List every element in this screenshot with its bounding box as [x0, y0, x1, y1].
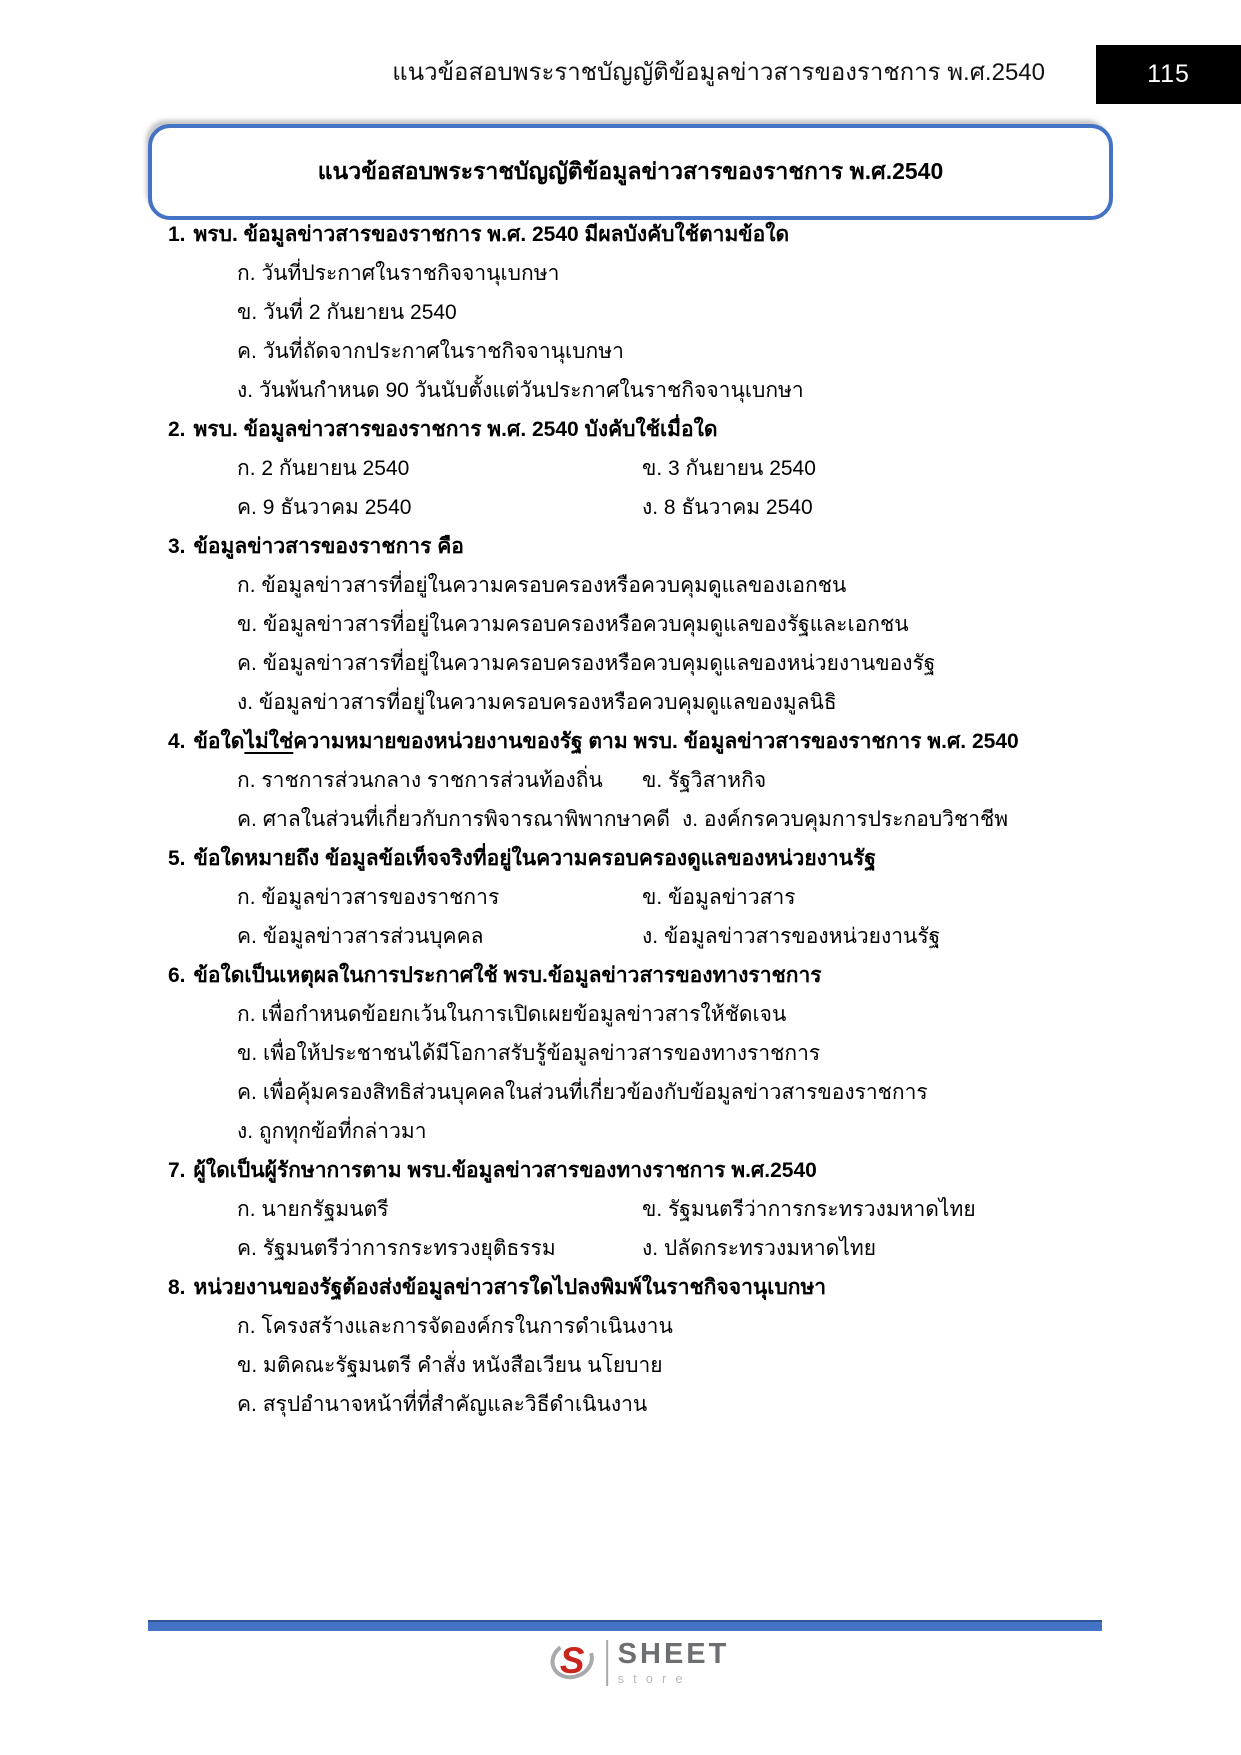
choice: ข. รัฐวิสาหกิจ	[642, 769, 767, 792]
choice-row	[168, 293, 1113, 332]
question-title	[168, 215, 1113, 254]
page-number: 115	[1147, 60, 1190, 88]
question-text: ข้อใดเป็นเหตุผลในการประกาศใช้ พรบ.ข้อมูลข่าวสารของทางราชการ	[193, 964, 822, 987]
question-text: ความหมายของหน่วยงานของรัฐ ตาม พรบ. ข้อมูลข่าวสารของราชการ พ.ศ. 2540	[293, 730, 1019, 753]
question-5	[168, 839, 1113, 956]
choice-row	[168, 800, 1113, 839]
choice-row	[168, 1229, 1113, 1268]
choice: ก. 2 กันยายน 2540	[237, 457, 410, 480]
logo-text	[618, 1640, 730, 1685]
choice-row	[168, 1346, 1113, 1385]
choice: ก. วันที่ประกาศในราชกิจจานุเบกษา	[237, 262, 560, 285]
choice-row	[168, 488, 1113, 527]
question-title	[168, 527, 1113, 566]
question-title	[168, 722, 1113, 761]
page-number-badge	[1096, 45, 1241, 104]
choice-row	[168, 449, 1113, 488]
question-title	[168, 839, 1113, 878]
question-number: 1.	[168, 223, 186, 246]
choice: ก. โครงสร้างและการจัดองค์กรในการดำเนินงาน	[237, 1315, 673, 1338]
choice-row	[168, 1034, 1113, 1073]
choice-row	[168, 761, 1113, 800]
question-title	[168, 410, 1113, 449]
choice: ค. สรุปอำนาจหน้าที่ที่สำคัญและวิธีดำเนินงาน	[237, 1393, 648, 1416]
choice: ค. ศาลในส่วนที่เกี่ยวกับการพิจารณาพิพากษาคดี	[237, 808, 670, 831]
choice: ก. เพื่อกำหนดข้อยกเว้นในการเปิดเผยข้อมูลข่าวสารให้ชัดเจน	[237, 1003, 787, 1026]
choice: ง. ข้อมูลข่าวสารที่อยู่ในความครอบครองหรือควบคุมดูแลของมูลนิธิ	[237, 691, 837, 714]
question-number: 3.	[168, 535, 186, 558]
choice: ข. 3 กันยายน 2540	[642, 457, 816, 480]
question-text: พรบ. ข้อมูลข่าวสารของราชการ พ.ศ. 2540 มีผลบังคับใช้ตามข้อใด	[193, 223, 790, 246]
choice: ง. ข้อมูลข่าวสารของหน่วยงานรัฐ	[642, 925, 941, 948]
question-3	[168, 527, 1113, 722]
title-box	[148, 124, 1113, 220]
question-2	[168, 410, 1113, 527]
choice: ก. ข้อมูลข่าวสารของราชการ	[237, 886, 500, 909]
choice: ก. ข้อมูลข่าวสารที่อยู่ในความครอบครองหรือควบคุมดูแลของเอกชน	[237, 574, 847, 597]
choice: ค. ข้อมูลข่าวสารส่วนบุคคล	[237, 925, 484, 948]
choice: ง. 8 ธันวาคม 2540	[642, 496, 813, 519]
choice-row	[168, 332, 1113, 371]
question-title	[168, 1268, 1113, 1307]
choice: ค. 9 ธันวาคม 2540	[237, 496, 412, 519]
logo-divider	[606, 1640, 608, 1686]
svg-text:S: S	[559, 1639, 584, 1681]
sheet-store-logo	[548, 1636, 730, 1689]
choice-row	[168, 917, 1113, 956]
choice-row	[168, 371, 1113, 410]
choice-row	[168, 1073, 1113, 1112]
question-number: 5.	[168, 847, 186, 870]
question-text: หน่วยงานของรัฐต้องส่งข้อมูลข่าวสารใดไปลงพิมพ์ในราชกิจจานุเบกษา	[193, 1276, 827, 1299]
question-number: 7.	[168, 1159, 186, 1182]
question-4	[168, 722, 1113, 839]
choice: ง. ปลัดกระทรวงมหาดไทย	[642, 1237, 877, 1260]
choice-row	[168, 1190, 1113, 1229]
choice: ค. วันที่ถัดจากประกาศในราชกิจจานุเบกษา	[237, 340, 624, 363]
question-number: 4.	[168, 730, 186, 753]
choice: ข. วันที่ 2 กันยายน 2540	[237, 301, 457, 324]
choice-row	[168, 644, 1113, 683]
question-text: ผู้ใดเป็นผู้รักษาการตาม พรบ.ข้อมูลข่าวสารของทางราชการ พ.ศ.2540	[193, 1159, 817, 1182]
question-text: ข้อใด	[193, 730, 245, 753]
choice: ก. ราชการส่วนกลาง ราชการส่วนท้องถิ่น	[237, 769, 603, 792]
choice: ง. วันพ้นกำหนด 90 วันนับตั้งแต่วันประกาศในราชกิจจานุเบกษา	[237, 379, 804, 402]
question-number: 2.	[168, 418, 186, 441]
logo-s-icon	[548, 1636, 596, 1689]
choice-row	[168, 566, 1113, 605]
question-1	[168, 215, 1113, 410]
question-text: ข้อมูลข่าวสารของราชการ คือ	[193, 535, 464, 558]
brand-subtitle: store	[617, 1671, 692, 1686]
page-title: แนวข้อสอบพระราชบัญญัติข้อมูลข่าวสารของราชการ พ.ศ.2540	[317, 158, 944, 184]
choice: ค. รัฐมนตรีว่าการกระทรวงยุติธรรม	[237, 1237, 556, 1260]
choice-row	[168, 878, 1113, 917]
choice-row	[168, 1307, 1113, 1346]
choice: ค. ข้อมูลข่าวสารที่อยู่ในความครอบครองหรือควบคุมดูแลของหน่วยงานของรัฐ	[237, 652, 936, 675]
choice-row	[168, 1385, 1113, 1424]
choice-row	[168, 995, 1113, 1034]
running-header-title: แนวข้อสอบพระราชบัญญัติข้อมูลข่าวสารของราชการ พ.ศ.2540	[392, 59, 1045, 86]
question-number: 6.	[168, 964, 186, 987]
brand-name: SHEET	[617, 1638, 730, 1670]
choice-row	[168, 254, 1113, 293]
question-title	[168, 956, 1113, 995]
choice-row	[168, 1112, 1113, 1151]
choice: ข. มติคณะรัฐมนตรี คำสั่ง หนังสือเวียน นโยบาย	[237, 1354, 663, 1377]
choice: ก. นายกรัฐมนตรี	[237, 1198, 389, 1221]
question-8	[168, 1268, 1113, 1424]
choice: ง. ถูกทุกข้อที่กล่าวมา	[237, 1120, 427, 1143]
question-title	[168, 1151, 1113, 1190]
question-6	[168, 956, 1113, 1151]
question-text: ข้อใดหมายถึง ข้อมูลข้อเท็จจริงที่อยู่ในความครอบครองดูแลของหน่วยงานรัฐ	[193, 847, 876, 870]
choice: ง. องค์กรควบคุมการประกอบวิชาชีพ	[681, 808, 1009, 831]
question-text-underlined: ไม่ใช่	[244, 730, 294, 753]
footer-divider	[148, 1620, 1102, 1631]
question-number: 8.	[168, 1276, 186, 1299]
choice: ข. ข้อมูลข่าวสาร	[642, 886, 796, 909]
choice-row	[168, 605, 1113, 644]
choice: ข. รัฐมนตรีว่าการกระทรวงมหาดไทย	[642, 1198, 976, 1221]
choice: ข. เพื่อให้ประชาชนได้มีโอกาสรับรู้ข้อมูลข่าวสารของทางราชการ	[237, 1042, 821, 1065]
choice: ข. ข้อมูลข่าวสารที่อยู่ในความครอบครองหรือควบคุมดูแลของรัฐและเอกชน	[237, 613, 909, 636]
question-7	[168, 1151, 1113, 1268]
choice: ค. เพื่อคุ้มครองสิทธิส่วนบุคคลในส่วนที่เกี่ยวข้องกับข้อมูลข่าวสารของราชการ	[237, 1081, 928, 1104]
question-text: พรบ. ข้อมูลข่าวสารของราชการ พ.ศ. 2540 บังคับใช้เมื่อใด	[193, 418, 718, 441]
choice-row	[168, 683, 1113, 722]
question-list	[168, 215, 1113, 1424]
